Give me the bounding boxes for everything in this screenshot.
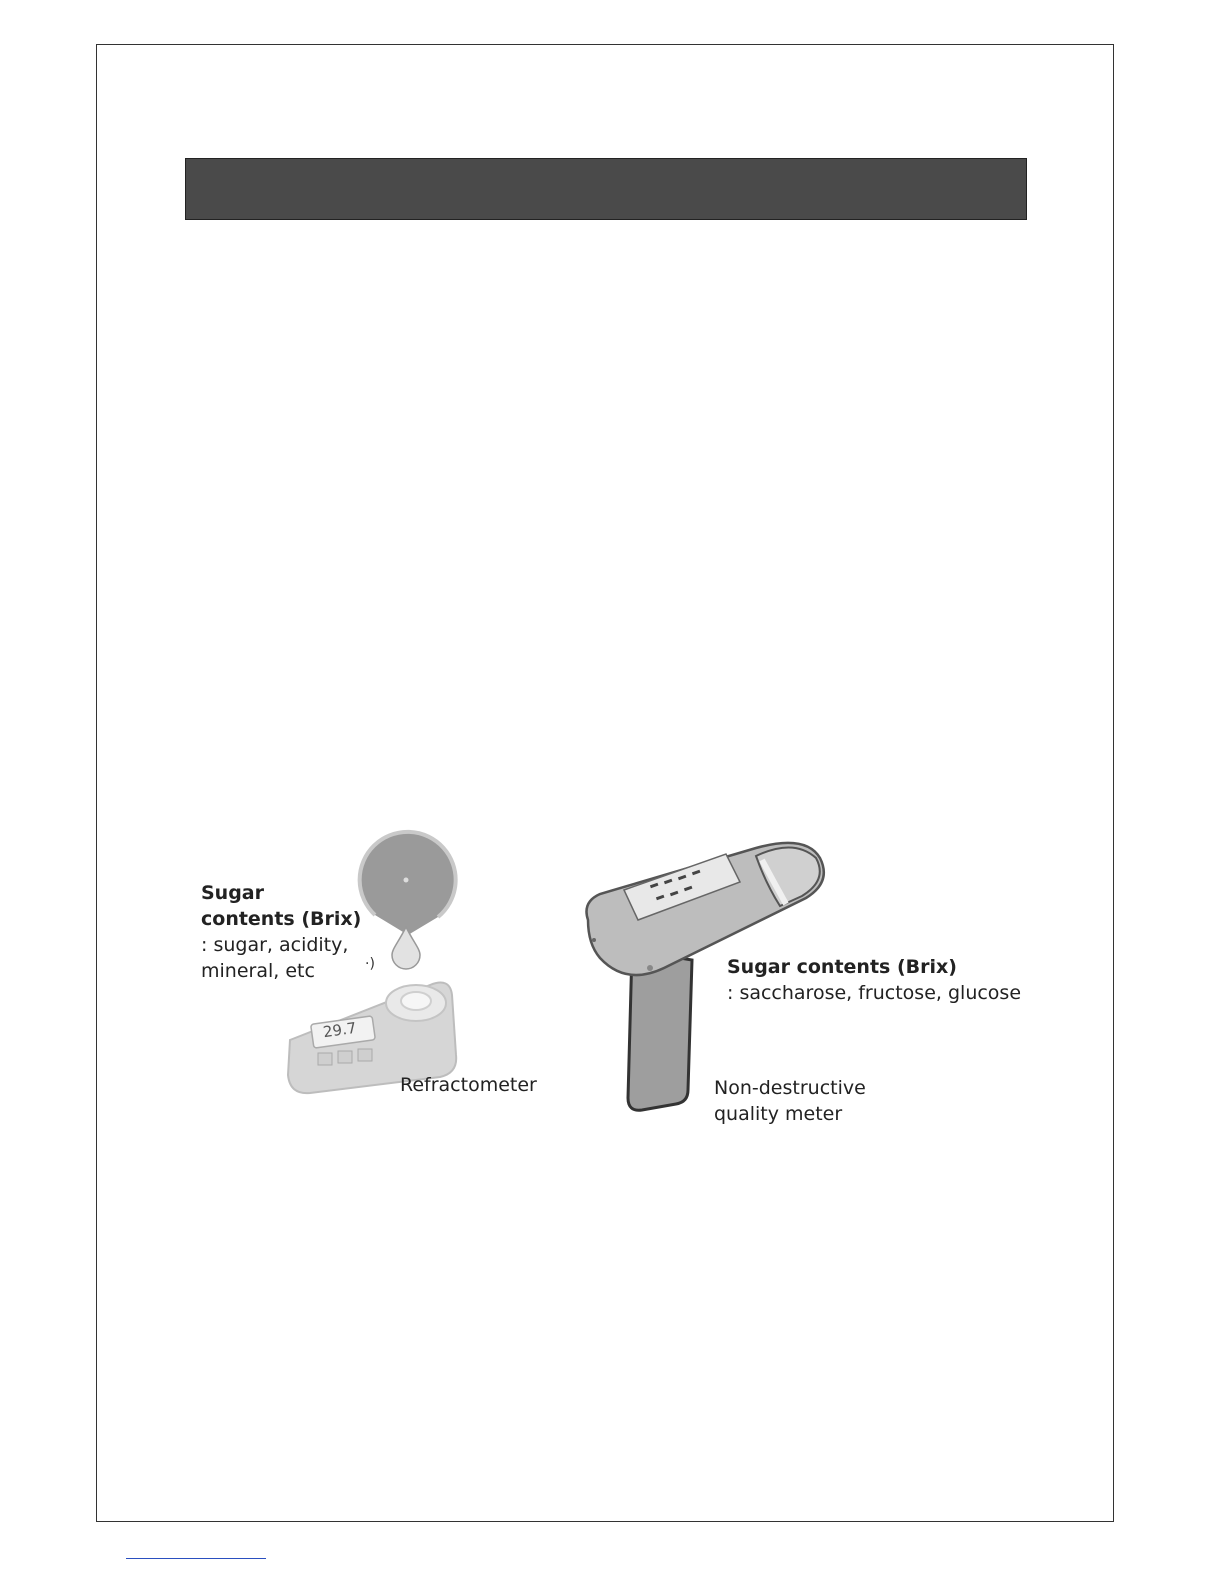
footnote-separator bbox=[126, 1558, 266, 1559]
refractometer-detail bbox=[201, 932, 348, 984]
section-title-bar bbox=[185, 158, 1027, 220]
quality-meter-detail: : saccharose, fructose, glucose bbox=[727, 982, 1022, 1004]
refractometer-device-name: Refractometer bbox=[400, 1074, 537, 1096]
brix-measurement-figure bbox=[185, 820, 1045, 1140]
quality-meter-device-name-line2: quality meter bbox=[714, 1103, 843, 1125]
svg-text:·): ·) bbox=[365, 956, 375, 972]
refractometer-heading-line1: Sugar bbox=[201, 882, 265, 904]
quality-meter-device-name-line1: Non-destructive bbox=[714, 1077, 866, 1099]
refractometer-detail-line1: : sugar, acidity, bbox=[201, 934, 349, 956]
page-frame bbox=[96, 44, 1114, 1522]
refractometer-heading-line2: contents (Brix) bbox=[201, 908, 362, 930]
juice-drop-icon bbox=[392, 927, 420, 969]
quality-meter-heading: Sugar contents (Brix) bbox=[727, 956, 957, 978]
refractometer-heading bbox=[201, 880, 361, 932]
refractometer-detail-line2: mineral, etc bbox=[201, 960, 315, 982]
refractometer-display-reading: 29.7 bbox=[321, 1018, 358, 1042]
quality-meter-device-name bbox=[714, 1075, 866, 1127]
fruit-slice-icon bbox=[360, 832, 456, 935]
